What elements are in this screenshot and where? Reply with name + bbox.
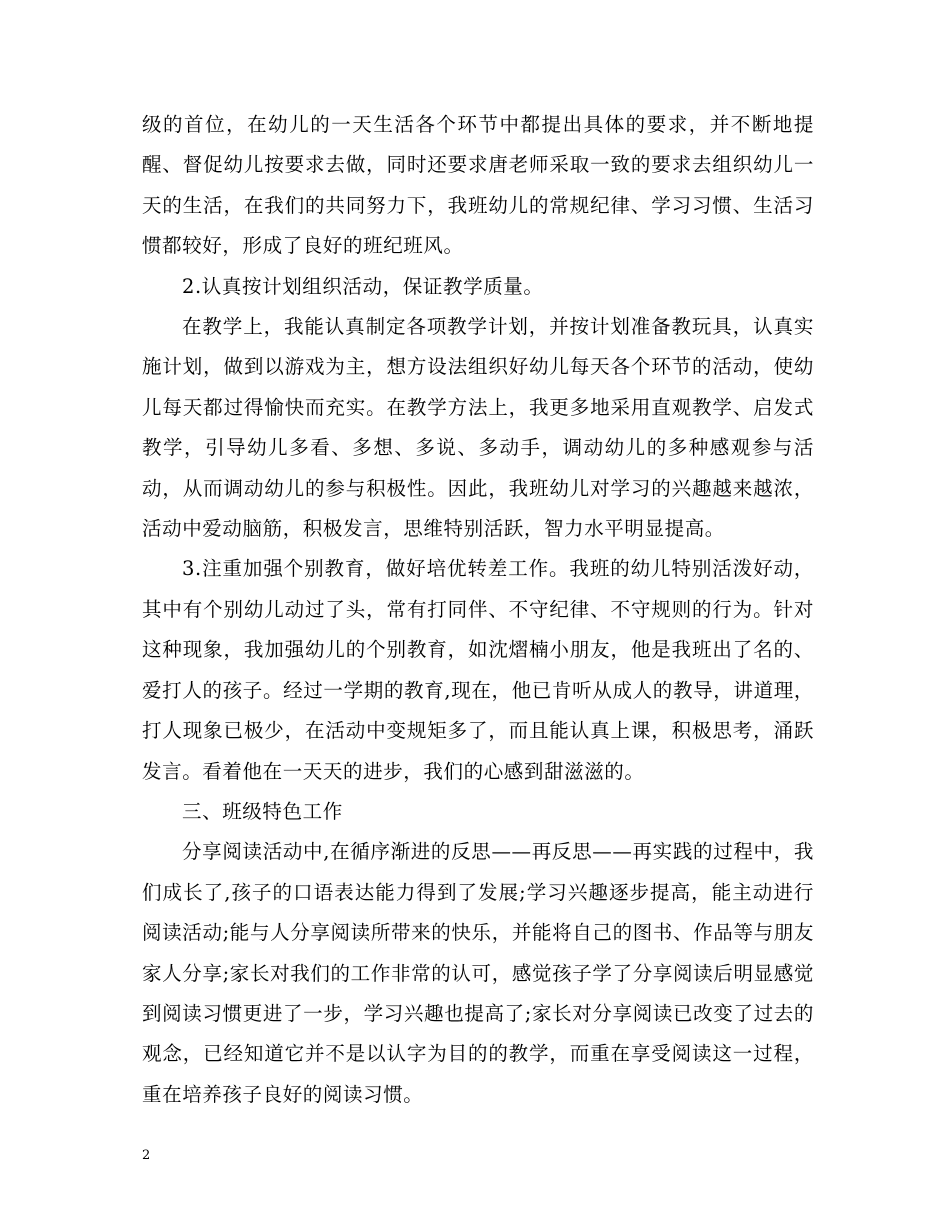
page-number: 2 [142,1148,151,1163]
paragraph-teaching: 在教学上，我能认真制定各项教学计划，并按计划准备教玩具，认真实施计划，做到以游戏为主，想方设法组织好幼儿每天各个环节的活动，使幼儿每天都过得愉快而充实。在教学方法上，我更多地采用直观教学、启发式教学，引导幼儿多看、多想、多说、多动手，调动幼儿的多种感观参与活动，从而调动幼儿的参与积极性。因此，我班幼儿对学习的兴趣越来越浓，活动中爱动脑筋，积极发言，思维特别活跃，智力水平明显提高。 [142,315,814,541]
paragraph-shared-reading: 分享阅读活动中,在循序渐进的反思——再反思——再实践的过程中，我们成长了,孩子的口语表达能力得到了发展;学习兴趣逐步提高，能主动进行阅读活动;能与人分享阅读所带来的快乐，并能将自己的图书、作品等与朋友家人分享;家长对我们的工作非常的认可，感觉孩子学了分享阅读后明显感觉到阅读习惯更进了一步，学习兴趣也提高了;家长对分享阅读已改变了过去的观念，已经知道它并不是以认字为目的的教学，而重在享受阅读这一过程，重在培养孩子良好的阅读习惯。 [142,840,814,1106]
paragraph-item-2-heading: 2.认真按计划组织活动，保证教学质量。 [182,274,544,298]
paragraph-continuation: 级的首位，在幼儿的一天生活各个环节中都提出具体的要求，并不断地提醒、督促幼儿按要求去做，同时还要求唐老师采取一致的要求去组织幼儿一天的生活，在我们的共同努力下，我班幼儿的常规纪律、学习习惯、生活习惯都较好，形成了良好的班纪班风。 [142,113,814,258]
paragraph-item-3-individual-education: 3.注重加强个别教育，做好培优转差工作。我班的幼儿特别活泼好动，其中有个别幼儿动过了头，常有打同伴、不守纪律、不守规则的行为。针对这种现象，我加强幼儿的个别教育，如沈熠楠小朋友，他是我班出了名的、爱打人的孩子。经过一学期的教育,现在，他已肯听从成人的教导，讲道理，打人现象已极少，在活动中变规矩多了，而且能认真上课，积极思考，涌跃发言。看着他在一天天的进步，我们的心感到甜滋滋的。 [142,557,814,783]
document-body [142,105,814,1115]
section-heading-class-features: 三、班级特色工作 [182,799,343,823]
